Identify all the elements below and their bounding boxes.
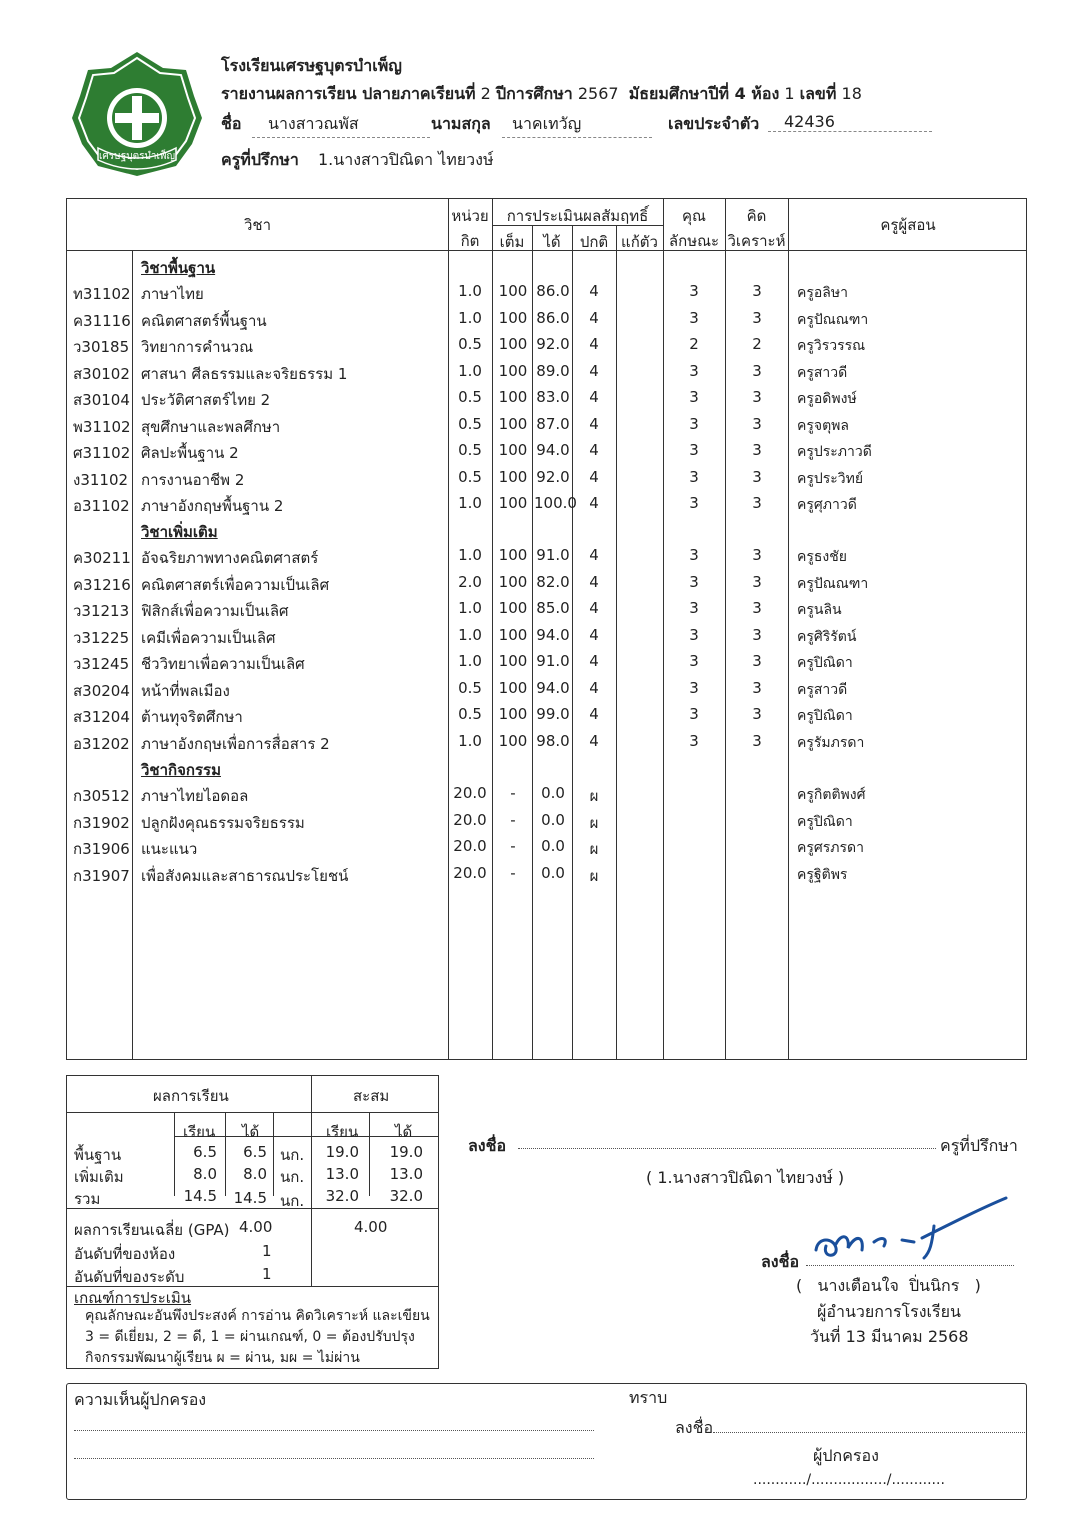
full-score: 100 <box>498 705 528 723</box>
credit-units: 20.0 <box>453 810 487 829</box>
character-score: 3 <box>689 625 699 644</box>
full-score: - <box>510 863 516 882</box>
class-rank: 1 <box>262 1242 272 1260</box>
teacher-name: ครูศุภาวดี <box>797 497 857 513</box>
thinking-score: 3 <box>752 731 762 750</box>
subject-code: ว31225 <box>73 628 130 647</box>
subject-code: ก31907 <box>73 866 130 885</box>
year-label: ปีการศึกษา <box>495 84 573 103</box>
score: 87.0 <box>536 414 570 433</box>
table-row <box>67 834 1028 860</box>
level-rank: 1 <box>262 1265 272 1283</box>
table-row <box>67 649 1028 675</box>
teacher-name: ครูอลิษา <box>797 285 848 301</box>
subject-name: ภาษาไทย <box>141 285 204 303</box>
character-score: 3 <box>689 546 699 564</box>
grade: ผ <box>589 813 599 832</box>
advisor-name: 1.นางสาวปิณิดา ไทยวงษ์ <box>318 150 494 169</box>
score: 85.0 <box>536 599 570 617</box>
table-row <box>67 306 1028 332</box>
score: 98.0 <box>536 731 570 750</box>
teacher-name: ครูสาวดี <box>797 681 848 698</box>
semester-value: 2 <box>480 84 491 103</box>
parent-opinion-label: ความเห็นผู้ปกครอง <box>74 1390 207 1409</box>
parent-date-blank: ............/................./............ <box>753 1472 945 1488</box>
director-sign-label: ลงชื่อ <box>761 1252 800 1271</box>
score: 86.0 <box>536 282 570 300</box>
subject-code: ก30512 <box>73 787 130 805</box>
student-id: 42436 <box>768 112 932 132</box>
report-line <box>221 82 862 107</box>
criteria-title: เกณฑ์การประเมิน <box>74 1289 192 1307</box>
room-value: 1 <box>784 84 795 103</box>
full-score: 100 <box>498 731 528 750</box>
subject-name: ศิลปะพื้นฐาน 2 <box>141 444 239 462</box>
subject-name: ภาษาอังกฤษเพื่อการสื่อสาร 2 <box>141 734 330 753</box>
score: 92.0 <box>536 335 570 353</box>
thinking-score: 3 <box>752 572 762 591</box>
grade: 4 <box>589 335 599 353</box>
character-score: 3 <box>689 678 699 697</box>
got-label: ได้ <box>242 1123 260 1141</box>
gpa-value: 4.00 <box>239 1218 273 1236</box>
summary-unit: นก. <box>280 1192 305 1210</box>
table-row <box>67 781 1028 807</box>
header-subject: วิชา <box>243 216 272 234</box>
teacher-name: ครูปิณิดา <box>797 655 853 671</box>
table-row <box>67 465 1028 491</box>
class-rank-label: อันดับที่ของห้อง <box>74 1245 176 1263</box>
grade: 4 <box>589 361 599 380</box>
subject-name: ภาษาอังกฤษพื้นฐาน 2 <box>141 497 284 515</box>
advisor-sign-label: ลงชื่อ <box>468 1136 507 1155</box>
result-label: ผลการเรียน <box>153 1087 229 1105</box>
grade: 4 <box>589 625 599 644</box>
summary-got: 8.0 <box>243 1165 267 1183</box>
school-logo <box>68 48 206 180</box>
header-think-top: คิด <box>746 207 767 225</box>
student-first-name: นางสาวณพัส <box>252 112 430 138</box>
thinking-score: 3 <box>752 678 762 697</box>
credit-units: 0.5 <box>458 467 482 486</box>
teacher-name: ครูประวิทย์ <box>797 470 864 487</box>
header-normal: ปกติ <box>579 233 609 251</box>
table-row <box>67 808 1028 834</box>
table-row <box>67 570 1028 596</box>
subject-code: ว31213 <box>73 602 130 620</box>
full-score: 100 <box>498 572 528 591</box>
summary-unit: นก. <box>280 1146 305 1164</box>
score: 86.0 <box>536 308 570 327</box>
credit-units: 0.5 <box>458 414 482 433</box>
parent-role: ผู้ปกครอง <box>813 1446 879 1465</box>
score: 0.0 <box>541 863 565 882</box>
teacher-name: ครูกิตติพงศ์ <box>797 787 866 803</box>
grade: 4 <box>589 731 599 750</box>
advisor-label: ครูที่ปรึกษา <box>221 150 299 169</box>
subject-name: ชีววิทยาเพื่อความเป็นเลิศ <box>141 655 305 673</box>
criteria-line-3: กิจกรรมพัฒนาผู้เรียน ผ = ผ่าน, มผ = ไม่ผ่าน <box>85 1350 360 1366</box>
character-score: 3 <box>689 599 699 617</box>
cum-got-label: ได้ <box>395 1123 413 1141</box>
table-row <box>67 543 1028 569</box>
parent-sign-label: ลงชื่อ <box>675 1418 714 1437</box>
thinking-score: 3 <box>752 494 762 512</box>
score: 83.0 <box>536 388 570 406</box>
full-score: - <box>510 810 516 829</box>
subject-name: เคมีเพื่อความเป็นเลิศ <box>141 628 276 647</box>
grade: 4 <box>589 678 599 697</box>
director-name: ( นางเตือนใจ ปิ่นนิกร ) <box>796 1276 981 1295</box>
teacher-name: ครูปัณณฑา <box>797 575 869 592</box>
subject-name: ภาษาไทยไอดอล <box>141 787 249 805</box>
subject-code: ค31216 <box>73 575 131 594</box>
credit-units: 1.0 <box>458 599 482 617</box>
date-value: 13 มีนาคม 2568 <box>845 1327 969 1346</box>
school-name: โรงเรียนเศรษฐบุตรบำเพ็ญ <box>221 56 402 75</box>
full-score: - <box>510 837 516 855</box>
character-score: 3 <box>689 308 699 327</box>
table-row <box>67 861 1028 887</box>
summary-row-label: รวม <box>74 1190 101 1208</box>
gpa-cumulative: 4.00 <box>354 1218 388 1236</box>
character-score: 3 <box>689 414 699 433</box>
score: 89.0 <box>536 361 570 380</box>
subject-name: แนะแนว <box>141 840 198 858</box>
cumulative-label: สะสม <box>353 1087 390 1105</box>
full-score: 100 <box>498 546 528 564</box>
number-value: 18 <box>841 84 862 103</box>
credit-units: 1.0 <box>458 731 482 750</box>
full-score: 100 <box>498 414 528 433</box>
subject-code: พ31102 <box>73 417 131 436</box>
character-score: 3 <box>689 441 699 459</box>
table-row <box>67 596 1028 622</box>
score: 100.0 <box>534 494 577 512</box>
subject-code: ส30204 <box>73 681 130 700</box>
advisor-signature-line <box>518 1148 936 1149</box>
summary-got: 6.5 <box>243 1143 267 1161</box>
subject-name: การงานอาชีพ 2 <box>141 470 245 489</box>
thinking-score: 3 <box>752 308 762 327</box>
credit-units: 20.0 <box>453 784 487 802</box>
teacher-name: ครูปัณณฑา <box>797 311 869 328</box>
thinking-score: 3 <box>752 599 762 617</box>
credit-units: 1.0 <box>458 625 482 644</box>
grades-table <box>66 198 1027 1060</box>
table-row <box>67 702 1028 728</box>
teacher-name: ครูนลิน <box>797 602 842 618</box>
thinking-score: 3 <box>752 282 762 300</box>
character-score: 2 <box>689 335 699 353</box>
character-score: 3 <box>689 652 699 670</box>
summary-unit: นก. <box>280 1168 305 1186</box>
subject-name: ปลูกฝังคุณธรรมจริยธรรม <box>141 813 305 832</box>
full-score: 100 <box>498 625 528 644</box>
grade: 4 <box>589 388 599 406</box>
thinking-score: 3 <box>752 388 762 406</box>
character-score: 3 <box>689 388 699 406</box>
grade: 4 <box>589 652 599 670</box>
subject-name: คณิตศาสตร์เพื่อความเป็นเลิศ <box>141 575 330 594</box>
teacher-name: ครูปิณิดา <box>797 708 853 724</box>
study-label: เรียน <box>183 1123 216 1141</box>
credit-units: 0.5 <box>458 335 482 353</box>
advisor-role: ครูที่ปรึกษา <box>940 1136 1018 1155</box>
subject-name: ต้านทุจริตศึกษา <box>141 708 243 726</box>
header-unit-top: หน่วย <box>451 207 489 225</box>
credit-units: 1.0 <box>458 494 482 512</box>
subject-code: ส31204 <box>73 708 130 726</box>
credit-units: 1.0 <box>458 361 482 380</box>
subject-code: ส30102 <box>73 364 130 383</box>
grade: ผ <box>589 866 599 885</box>
subject-code: ศ31102 <box>73 444 131 462</box>
score: 94.0 <box>536 441 570 459</box>
credit-units: 20.0 <box>453 863 487 882</box>
credit-units: 0.5 <box>458 441 482 459</box>
opinion-line-2[interactable] <box>74 1458 594 1459</box>
subject-code: ก31906 <box>73 840 130 858</box>
grade: 4 <box>589 467 599 486</box>
thinking-score: 3 <box>752 705 762 723</box>
level-rank-label: อันดับที่ของระดับ <box>74 1268 185 1286</box>
full-score: 100 <box>498 599 528 617</box>
grade: 4 <box>589 414 599 433</box>
gpa-label: ผลการเรียนเฉลี่ย (GPA) <box>74 1221 230 1239</box>
table-row <box>67 438 1028 464</box>
score: 91.0 <box>536 546 570 564</box>
thinking-score: 3 <box>752 414 762 433</box>
credit-units: 1.0 <box>458 652 482 670</box>
credit-units: 1.0 <box>458 282 482 300</box>
subject-code: ส30104 <box>73 391 130 409</box>
credit-units: 20.0 <box>453 837 487 855</box>
teacher-name: ครูสาวดี <box>797 364 848 381</box>
character-score: 3 <box>689 494 699 512</box>
score: 82.0 <box>536 572 570 591</box>
credit-units: 1.0 <box>458 546 482 564</box>
header-char-bottom: ลักษณะ <box>668 232 720 250</box>
thinking-score: 3 <box>752 652 762 670</box>
full-score: 100 <box>498 678 528 697</box>
teacher-name: ครูฐิติพร <box>797 866 848 883</box>
grade: 4 <box>589 572 599 591</box>
acknowledge-label: ทราบ <box>629 1388 668 1407</box>
subject-code: ก31902 <box>73 813 130 832</box>
grade: 4 <box>589 441 599 459</box>
grade: 4 <box>589 282 599 300</box>
grade: 4 <box>589 705 599 723</box>
summary-row-label: พื้นฐาน <box>74 1146 122 1164</box>
score: 99.0 <box>536 705 570 723</box>
credit-units: 0.5 <box>458 678 482 697</box>
subject-code: ง31102 <box>73 470 129 489</box>
full-score: 100 <box>498 361 528 380</box>
student-surname: นาคเทวัญ <box>502 112 652 138</box>
criteria-line-2: 3 = ดีเยี่ยม, 2 = ดี, 1 = ผ่านเกณฑ์, 0 = ต้องปรับปรุง <box>85 1329 415 1345</box>
thinking-score: 2 <box>752 335 762 353</box>
subject-name: วิทยาการคำนวณ <box>141 338 254 356</box>
score: 92.0 <box>536 467 570 486</box>
table-row <box>67 332 1028 358</box>
summary-cum-study: 32.0 <box>325 1187 359 1205</box>
full-score: 100 <box>498 335 528 353</box>
subject-name: เพื่อสังคมและสาธารณประโยชน์ <box>141 866 349 885</box>
director-signature-line <box>806 1265 1014 1266</box>
subject-code: อ31202 <box>73 734 130 753</box>
grade: ผ <box>589 787 599 805</box>
header-fix: แก้ตัว <box>621 233 658 251</box>
subject-name: สุขศึกษาและพลศึกษา <box>141 417 281 436</box>
character-score: 3 <box>689 731 699 750</box>
score: 0.0 <box>541 837 565 855</box>
full-score: 100 <box>498 467 528 486</box>
summary-cum-got: 19.0 <box>389 1143 423 1161</box>
section-title: วิชาพื้นฐาน <box>141 259 216 277</box>
opinion-line-1[interactable] <box>74 1430 594 1431</box>
header-teacher: ครูผู้สอน <box>880 216 936 234</box>
header-think-bottom: วิเคราะห์ <box>727 232 786 250</box>
credit-units: 0.5 <box>458 705 482 723</box>
subject-name: ประวัติศาสตร์ไทย 2 <box>141 391 271 409</box>
full-score: 100 <box>498 388 528 406</box>
score: 94.0 <box>536 678 570 697</box>
credit-units: 1.0 <box>458 308 482 327</box>
thinking-score: 3 <box>752 361 762 380</box>
subject-name: อัจฉริยภาพทางคณิตศาสตร์ <box>141 549 319 567</box>
cum-study-label: เรียน <box>326 1123 359 1141</box>
subject-code: ว30185 <box>73 338 130 356</box>
parent-opinion-box <box>66 1383 1027 1500</box>
criteria-line-1: คุณลักษณะอันพึงประสงค์ การอ่าน คิดวิเคราะห์ และเขียน <box>85 1308 430 1324</box>
advisor-signed-name: ( 1.นางสาวปิณิดา ไทยวงษ์ ) <box>646 1168 845 1187</box>
report-title: รายงานผลการเรียน ปลายภาคเรียนที่ <box>221 84 476 103</box>
subject-code: ท31102 <box>73 285 131 303</box>
teacher-name: ครูจตุพล <box>797 417 849 434</box>
subject-name: คณิตศาสตร์พื้นฐาน <box>141 311 267 330</box>
parent-signature-line[interactable] <box>713 1432 1025 1433</box>
summary-got: 14.5 <box>233 1189 267 1207</box>
grade: 4 <box>589 599 599 617</box>
header-assessment: การประเมินผลสัมฤทธิ์ <box>506 207 649 225</box>
summary-study: 14.5 <box>183 1187 217 1205</box>
summary-study: 6.5 <box>193 1143 217 1161</box>
teacher-name: ครูอดิพงษ์ <box>797 391 857 407</box>
section-title: วิชาเพิ่มเติม <box>141 523 218 541</box>
subject-name: หน้าที่พลเมือง <box>141 681 230 700</box>
full-score: - <box>510 784 516 802</box>
table-row <box>67 359 1028 385</box>
director-signature <box>804 1196 1010 1262</box>
teacher-name: ครูวิรวรรณ <box>797 338 866 354</box>
summary-study: 8.0 <box>193 1165 217 1183</box>
header-char-top: คุณ <box>682 207 706 225</box>
header-unit-bottom: กิต <box>460 232 480 250</box>
character-score: 3 <box>689 361 699 380</box>
svg-text:เศรษฐบุตรบำเพ็ญ: เศรษฐบุตรบำเพ็ญ <box>99 151 175 162</box>
level-label: มัธยมศึกษาปีที่ 4 ห้อง <box>628 84 780 103</box>
table-row <box>67 412 1028 438</box>
name-label: ชื่อ <box>221 114 242 133</box>
summary-cum-study: 19.0 <box>325 1143 359 1161</box>
character-score: 3 <box>689 467 699 486</box>
section-title: วิชากิจกรรม <box>141 761 221 779</box>
table-row <box>67 385 1028 411</box>
character-score: 3 <box>689 705 699 723</box>
subject-code: ว31245 <box>73 655 130 673</box>
teacher-name: ครูศรภรดา <box>797 840 864 856</box>
summary-row-label: เพิ่มเติม <box>74 1168 124 1186</box>
header-full: เต็ม <box>499 233 525 251</box>
teacher-name: ครูธงชัย <box>797 549 847 565</box>
score: 0.0 <box>541 810 565 829</box>
teacher-name: ครูรัมภรดา <box>797 734 865 751</box>
summary-cum-got: 32.0 <box>389 1187 423 1205</box>
summary-box <box>66 1075 439 1369</box>
year-value: 2567 <box>577 84 619 103</box>
full-score: 100 <box>498 282 528 300</box>
thinking-score: 3 <box>752 467 762 486</box>
date-label: วันที่ <box>810 1327 841 1346</box>
subject-name: ศาสนา ศีลธรรมและจริยธรรม 1 <box>141 364 348 383</box>
date-line <box>810 1325 969 1350</box>
character-score: 3 <box>689 282 699 300</box>
grade: 4 <box>589 494 599 512</box>
thinking-score: 3 <box>752 441 762 459</box>
surname-label: นามสกุล <box>431 114 491 133</box>
student-id-label: เลขประจำตัว <box>668 114 760 133</box>
grade: 4 <box>589 308 599 327</box>
score: 0.0 <box>541 784 565 802</box>
full-score: 100 <box>498 308 528 327</box>
subject-code: ค31116 <box>73 311 131 330</box>
thinking-score: 3 <box>752 625 762 644</box>
director-role: ผู้อำนวยการโรงเรียน <box>817 1302 961 1321</box>
score: 94.0 <box>536 625 570 644</box>
thinking-score: 3 <box>752 546 762 564</box>
table-row <box>67 279 1028 305</box>
table-row <box>67 623 1028 649</box>
full-score: 100 <box>498 441 528 459</box>
number-label: เลขที่ <box>799 84 837 103</box>
score: 91.0 <box>536 652 570 670</box>
credit-units: 0.5 <box>458 388 482 406</box>
table-row <box>67 729 1028 755</box>
summary-cum-got: 13.0 <box>389 1165 423 1183</box>
subject-code: อ31102 <box>73 497 130 515</box>
full-score: 100 <box>498 652 528 670</box>
full-score: 100 <box>498 494 528 512</box>
grade: ผ <box>589 840 599 858</box>
summary-cum-study: 13.0 <box>325 1165 359 1183</box>
teacher-name: ครูประภาวดี <box>797 444 872 460</box>
subject-code: ค30211 <box>73 549 131 567</box>
table-row <box>67 676 1028 702</box>
grade: 4 <box>589 546 599 564</box>
subject-name: ฟิสิกส์เพื่อความเป็นเลิศ <box>141 602 289 620</box>
teacher-name: ครูศิริรัตน์ <box>797 628 857 645</box>
character-score: 3 <box>689 572 699 591</box>
header-got: ได้ <box>543 233 561 251</box>
table-row <box>67 491 1028 517</box>
teacher-name: ครูปิณิดา <box>797 813 853 830</box>
credit-units: 2.0 <box>458 572 482 591</box>
